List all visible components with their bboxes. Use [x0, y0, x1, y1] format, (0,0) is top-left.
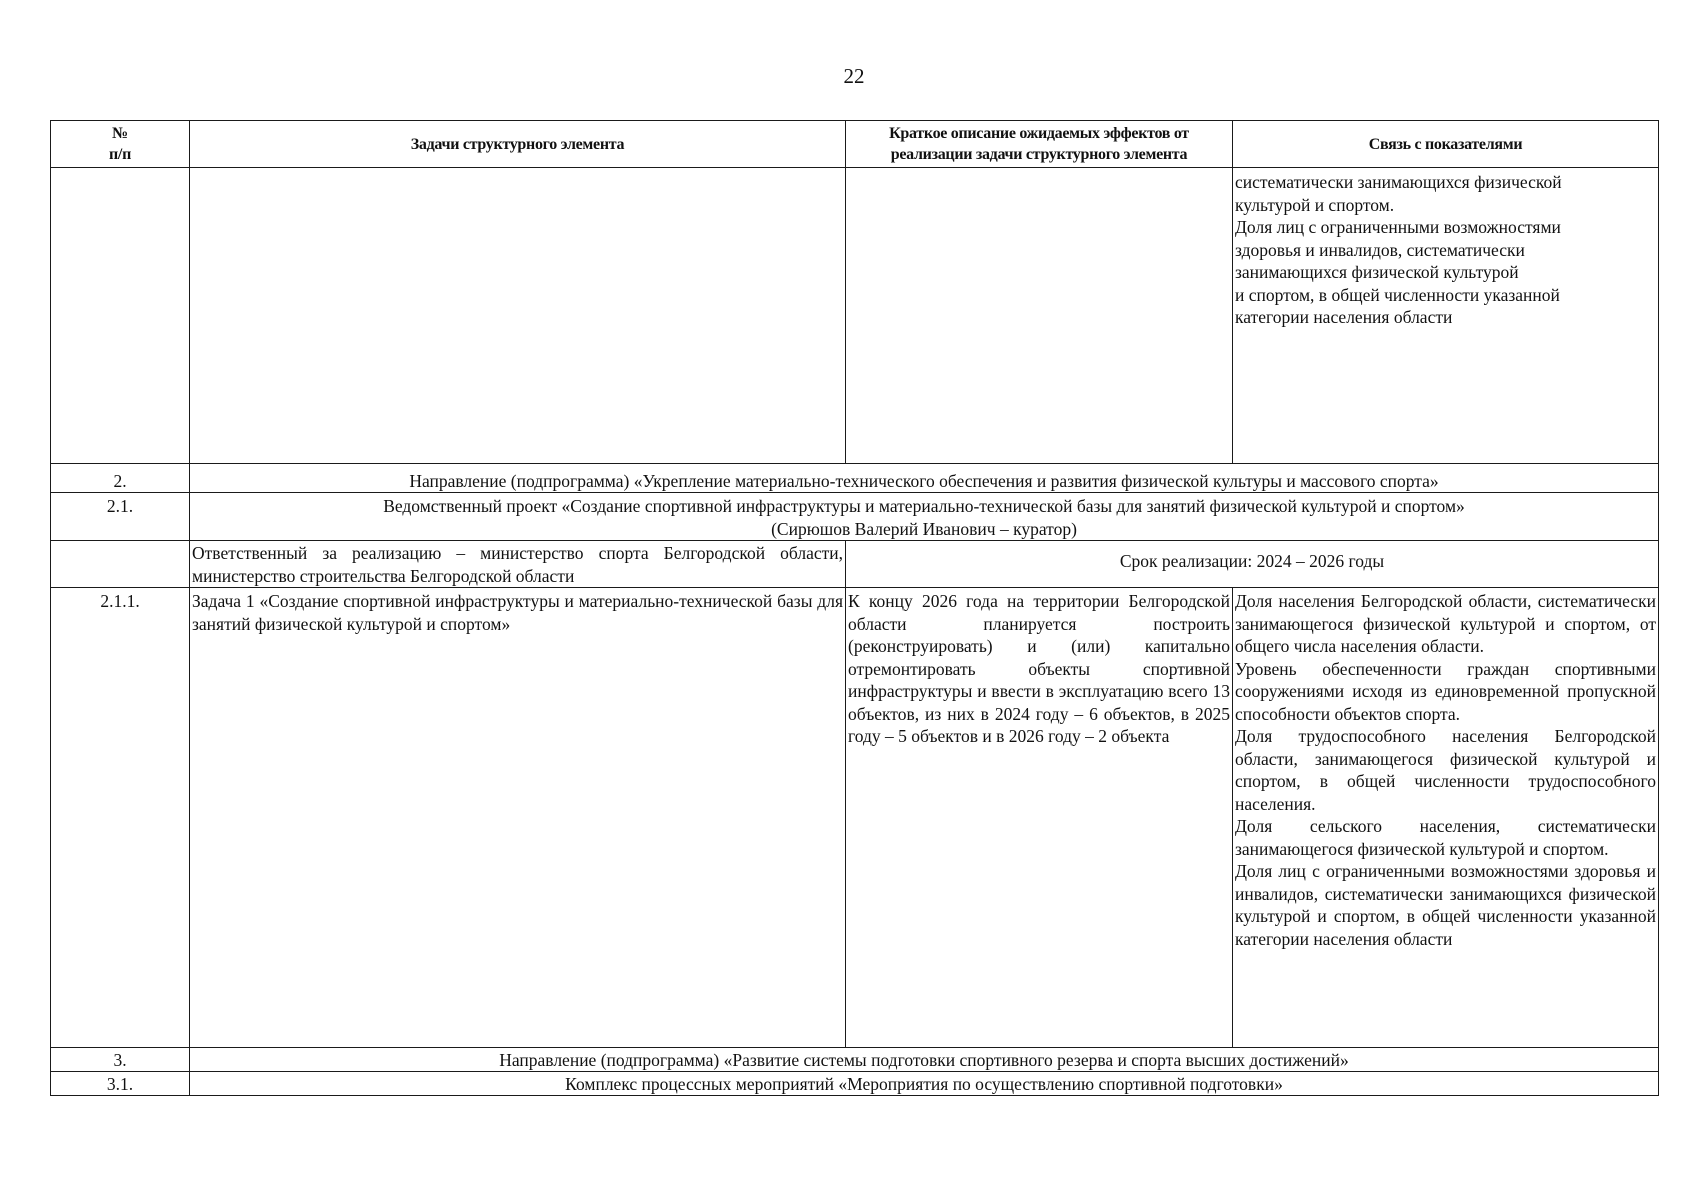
table-row-project-2-1	[51, 493, 1659, 541]
row-number: 2.	[51, 464, 190, 493]
row-number: 2.1.	[51, 493, 190, 541]
table-row-direction-2	[51, 464, 1659, 493]
indicator-item: Доля лиц с ограниченными возможностями здоровья и инвалидов, систематически занимающихся физической культурой и спортом, в общей численности указанной категории населения области	[1235, 861, 1656, 949]
indicators-list	[1233, 588, 1659, 1048]
continued-number-cell	[51, 168, 190, 464]
continued-indicators: систематически занимающихся физической культурой и спортом. Доля лиц с ограниченными возможностями здоровья и инвалидов, систематически занимающихся физической культурой и спортом, в общей численности указанной категории населения области	[1233, 168, 1659, 464]
table-header-row	[51, 121, 1659, 168]
table-row-responsible	[51, 541, 1659, 588]
responsible-text: Ответственный за реализацию – министерство спорта Белгородской области, министерство строительства Белгородской области	[190, 541, 846, 588]
task-text: Задача 1 «Создание спортивной инфраструктуры и материально-технической базы для занятий физической культурой и спортом»	[190, 588, 846, 1048]
header-tasks: Задачи структурного элемента	[190, 121, 846, 168]
indicator-item: Доля сельского населения, систематически занимающегося физической культурой и спортом.	[1235, 816, 1656, 859]
complex-title: Комплекс процессных мероприятий «Мероприятия по осуществлению спортивной подготовки»	[190, 1072, 1659, 1096]
page-number: 22	[843, 64, 865, 88]
project-title: Ведомственный проект «Создание спортивной инфраструктуры и материально-технической базы для занятий физической культурой и спортом» (Сирюшов Валерий Иванович – куратор)	[190, 493, 1659, 541]
direction-title: Направление (подпрограмма) «Укрепление материально-технического обеспечения и развития физической культуры и массового спорта»	[190, 464, 1659, 493]
row-number: 3.1.	[51, 1072, 190, 1096]
indicator-item: Доля населения Белгородской области, систематически занимающегося физической культурой и спортом, от общего числа населения области.	[1235, 591, 1656, 656]
indicator-item: Доля трудоспособного населения Белгородской области, занимающегося физической культурой и спортом, в общей численности трудоспособного населения.	[1235, 726, 1656, 814]
continued-task-cell	[190, 168, 846, 464]
header-number: № п/п	[51, 121, 190, 168]
row-number: 3.	[51, 1048, 190, 1072]
structural-elements-table	[50, 120, 1659, 1096]
header-indicators: Связь с показателями	[1233, 121, 1659, 168]
table-row-direction-3	[51, 1048, 1659, 1072]
direction-title: Направление (подпрограмма) «Развитие системы подготовки спортивного резерва и спорта высших достижений»	[190, 1048, 1659, 1072]
row-number: 2.1.1.	[51, 588, 190, 1048]
responsible-number-cell	[51, 541, 190, 588]
header-effects: Краткое описание ожидаемых эффектов от реализации задачи структурного элемента	[846, 121, 1233, 168]
continued-effect-cell	[846, 168, 1233, 464]
implementation-period: Срок реализации: 2024 – 2026 годы	[846, 541, 1659, 588]
indicator-item: Уровень обеспеченности граждан спортивными сооружениями исходя из единовременной пропускной способности объектов спорта.	[1235, 658, 1656, 724]
table-row-task-2-1-1	[51, 588, 1659, 1048]
table-row-continued	[51, 168, 1659, 464]
effect-text: К концу 2026 года на территории Белгородской области планируется построить (реконструировать) и (или) капитально отремонтировать объекты спортивной инфраструктуры и ввести в эксплуатацию всего 13 объектов, из них в 2024 году – 6 объектов, в 2025 году – 5 объектов и в 2026 году – 2 объекта	[846, 588, 1233, 1048]
table-row-complex-3-1	[51, 1072, 1659, 1096]
